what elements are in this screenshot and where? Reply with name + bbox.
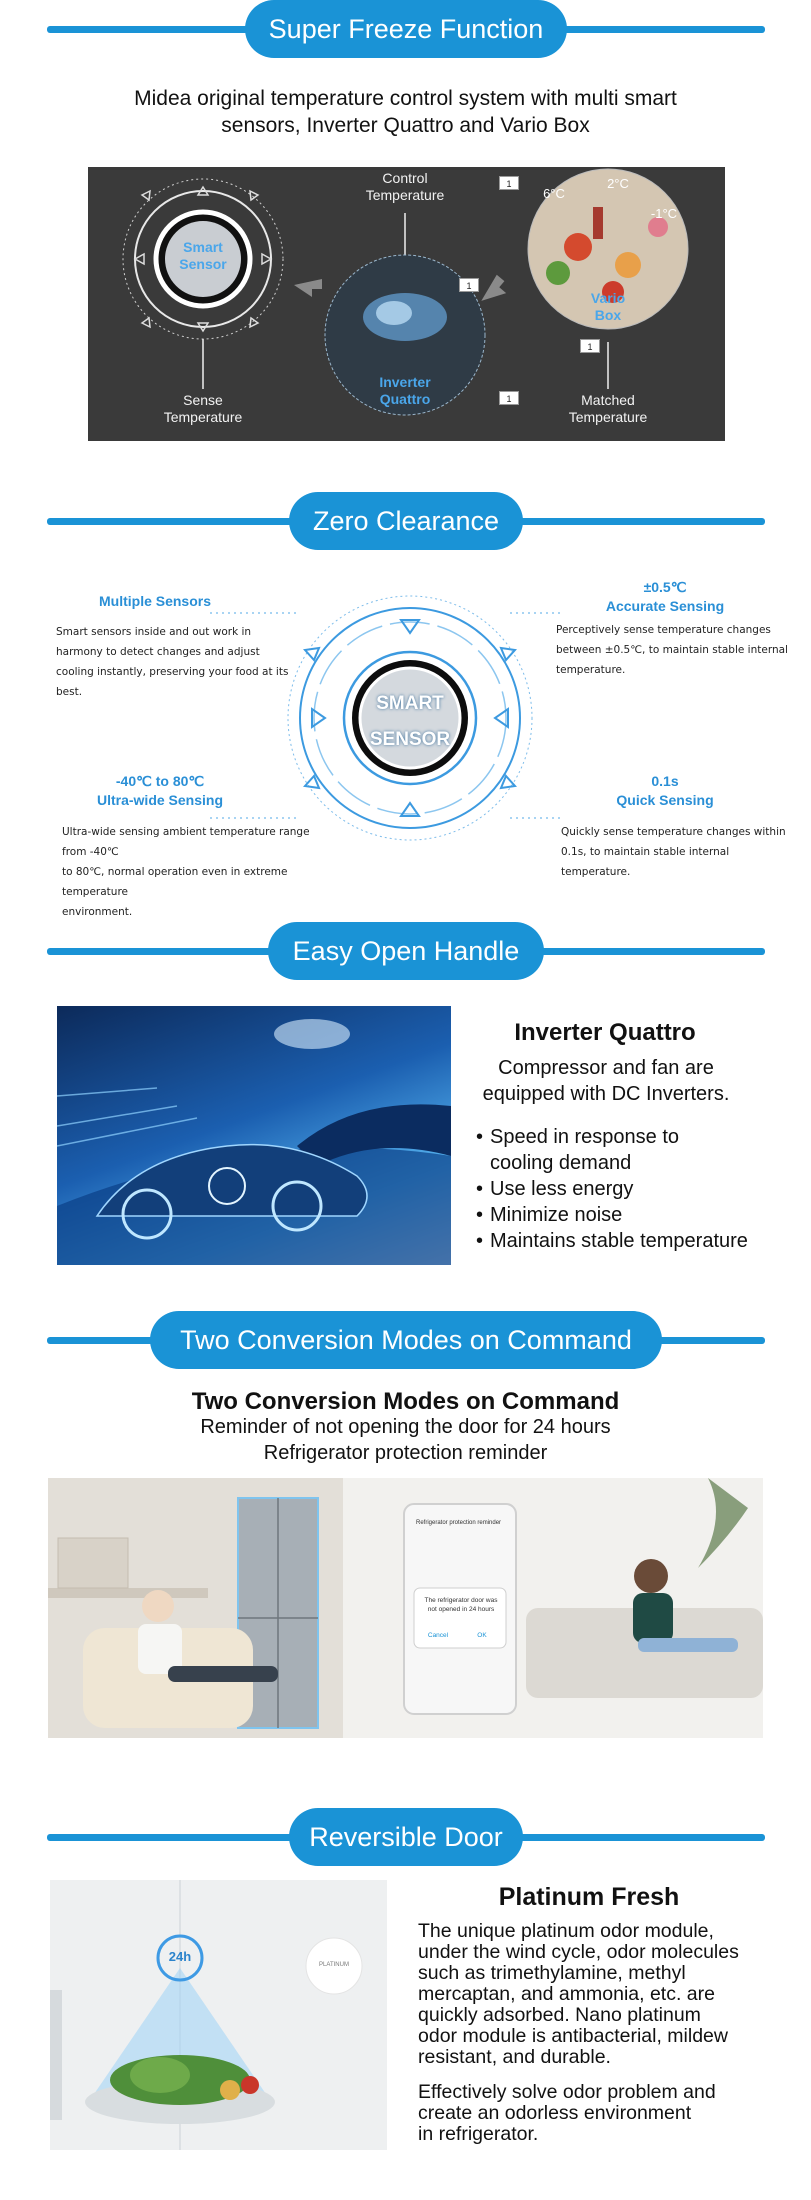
section-title-zero-clearance: Zero Clearance (289, 492, 523, 550)
phone-alert-message (417, 1596, 505, 1614)
accurate-line: between ±0.5℃, to maintain stable internal (556, 644, 788, 656)
phone-msg-line2: not opened in 24 hours (427, 1606, 495, 1613)
matched-label-line1: Matched (581, 392, 635, 408)
quick-line: 0.1s, to maintain stable internal (561, 846, 730, 858)
accurate-title-line1: ±0.5℃ (643, 579, 687, 595)
para-line: quickly adsorbed. Nano platinum (418, 2004, 701, 2026)
matched-label-line2: Temperature (568, 409, 648, 425)
multi-line: harmony to detect changes and adjust (56, 646, 260, 658)
para-line: under the wind cycle, odor molecules (418, 1941, 739, 1963)
matched-temperature-label (548, 392, 668, 426)
list-item: • Minimize noise (476, 1202, 776, 1228)
platinum-paragraph-1 (418, 1921, 778, 2068)
quick-line: temperature. (561, 866, 631, 878)
wide-line: Ultra-wide sensing ambient temperature range from -40℃ (62, 826, 310, 858)
badge-inverter: 1 (459, 278, 479, 292)
quick-sensing-title (590, 772, 740, 810)
phone-ok-button[interactable]: OK (477, 1632, 487, 1639)
para-line: odor module is antibacterial, mildew (418, 2025, 728, 2047)
conversion-line-1: Reminder of not opening the door for 24 hours (200, 1416, 611, 1438)
wide-title-line1: -40℃ to 80℃ (115, 773, 205, 789)
phone-msg-line1: The refrigerator door was (424, 1597, 498, 1604)
multiple-sensors-title: Multiple Sensors (98, 593, 212, 609)
smart-home-scene-image (48, 1478, 763, 1738)
para-line: such as trimethylamine, methyl (418, 1962, 686, 1984)
wide-line: to 80℃, normal operation even in extreme temperature (62, 866, 288, 898)
vario-label-line1: Vario (590, 290, 626, 306)
intro-line-2: sensors, Inverter Quattro and Vario Box (221, 114, 590, 137)
section-title-super-freeze: Super Freeze Function (245, 0, 567, 58)
temp-readout-left: 6°C (543, 186, 565, 201)
car-illustration (57, 1006, 451, 1265)
platinum-fresh-image (50, 1880, 387, 2150)
badge-24h: 24h (168, 1949, 192, 1964)
accurate-line: temperature. (556, 664, 626, 676)
section-header-conversion (47, 1311, 765, 1371)
quick-line: Quickly sense temperature changes within (561, 826, 786, 838)
inverter-quattro-label (355, 374, 455, 408)
platinum-logo: PLATINUM (319, 1962, 349, 1968)
sense-temperature-label (143, 392, 263, 426)
section-header-zero-clearance (47, 492, 765, 552)
inverter-description (466, 1055, 746, 1107)
smart-sensor-label-line1: Smart (183, 239, 223, 255)
accurate-sensing-title (590, 578, 740, 616)
quick-title-line2: Quick Sensing (616, 792, 714, 808)
badge-inverter-bottom: 1 (499, 391, 519, 405)
smart-sensor-label-line2: Sensor (179, 256, 227, 272)
platinum-fresh-heading: Platinum Fresh (498, 1883, 680, 1911)
multi-line: best. (56, 686, 83, 698)
multi-line: Smart sensors inside and out work in (56, 626, 252, 638)
section-title-reversible: Reversible Door (289, 1808, 523, 1866)
multi-line: cooling instantly, preserving your food at its (56, 666, 289, 678)
scene-illustration (48, 1478, 763, 1738)
section-header-super-freeze (47, 0, 765, 60)
para-line: Effectively solve odor problem and (418, 2081, 716, 2103)
smart-sensor-label (163, 239, 243, 273)
control-temperature-label (345, 170, 465, 204)
section-title-conversion: Two Conversion Modes on Command (150, 1311, 662, 1369)
temp-readout-top: 2°C (607, 176, 629, 191)
badge-vario: 1 (580, 339, 600, 353)
flow-arrow-2 (477, 275, 511, 310)
emblem-line-2: SENSOR (369, 729, 451, 750)
phone-cancel-button[interactable]: Cancel (427, 1632, 449, 1639)
section-header-reversible (47, 1808, 765, 1868)
intro-line-1: Midea original temperature control system with multi smart (134, 87, 677, 110)
para-line: The unique platinum odor module, (418, 1920, 714, 1942)
quick-title-line1: 0.1s (651, 773, 679, 789)
control-label-line1: Control (382, 170, 428, 186)
list-item: • Speed in response to cooling demand (476, 1124, 706, 1176)
ultra-wide-sensing-text (62, 822, 332, 922)
list-item: • Maintains stable temperature (476, 1228, 776, 1254)
inverter-benefits-list (476, 1124, 776, 1254)
inverter-desc-line2: equipped with DC Inverters. (482, 1083, 730, 1105)
inverter-label-line2: Quattro (379, 391, 431, 407)
platinum-paragraph-2 (418, 2082, 778, 2145)
sense-label-line1: Sense (183, 392, 223, 408)
emblem-line-1: SMART (376, 693, 444, 714)
para-line: in refrigerator. (418, 2123, 539, 2145)
accurate-sensing-text (556, 620, 796, 680)
vario-box-label (568, 290, 648, 324)
flow-arrow-1 (294, 279, 322, 297)
multiple-sensors-text (56, 622, 296, 702)
smart-sensor-dial (123, 179, 283, 389)
inverter-label-line1: Inverter (379, 374, 431, 390)
conversion-line-2: Refrigerator protection reminder (263, 1442, 548, 1464)
phone-screen-title: Refrigerator protection reminder (416, 1520, 502, 1526)
badge-control: 1 (499, 176, 519, 190)
wide-line: environment. (62, 906, 133, 918)
wide-title-line2: Ultra-wide Sensing (96, 792, 224, 808)
control-label-line2: Temperature (365, 187, 445, 203)
platinum-fresh-illustration (50, 1880, 387, 2150)
vario-label-line2: Box (594, 307, 622, 323)
conversion-heading: Two Conversion Modes on Command (191, 1388, 620, 1415)
para-line: create an odorless environment (418, 2102, 692, 2124)
vario-box-fridge-circle (528, 169, 688, 389)
list-item: • Use less energy (476, 1176, 776, 1202)
inverter-quattro-heading: Inverter Quattro (514, 1019, 696, 1046)
inverter-car-image (57, 1006, 451, 1265)
accurate-line: Perceptively sense temperature changes (556, 624, 771, 636)
ultra-wide-sensing-title (70, 772, 250, 810)
accurate-title-line2: Accurate Sensing (605, 598, 725, 614)
temperature-control-diagram (88, 167, 725, 441)
section-title-easy-open: Easy Open Handle (268, 922, 544, 980)
section-header-easy-open (47, 922, 765, 982)
para-line: resistant, and durable. (418, 2046, 611, 2068)
temp-readout-right: -1°C (650, 206, 678, 221)
sense-label-line2: Temperature (163, 409, 243, 425)
para-line: mercaptan, and ammonia, etc. are (418, 1983, 715, 2005)
quick-sensing-text (561, 822, 801, 882)
intro-text (90, 85, 721, 139)
inverter-desc-line1: Compressor and fan are (498, 1057, 714, 1079)
